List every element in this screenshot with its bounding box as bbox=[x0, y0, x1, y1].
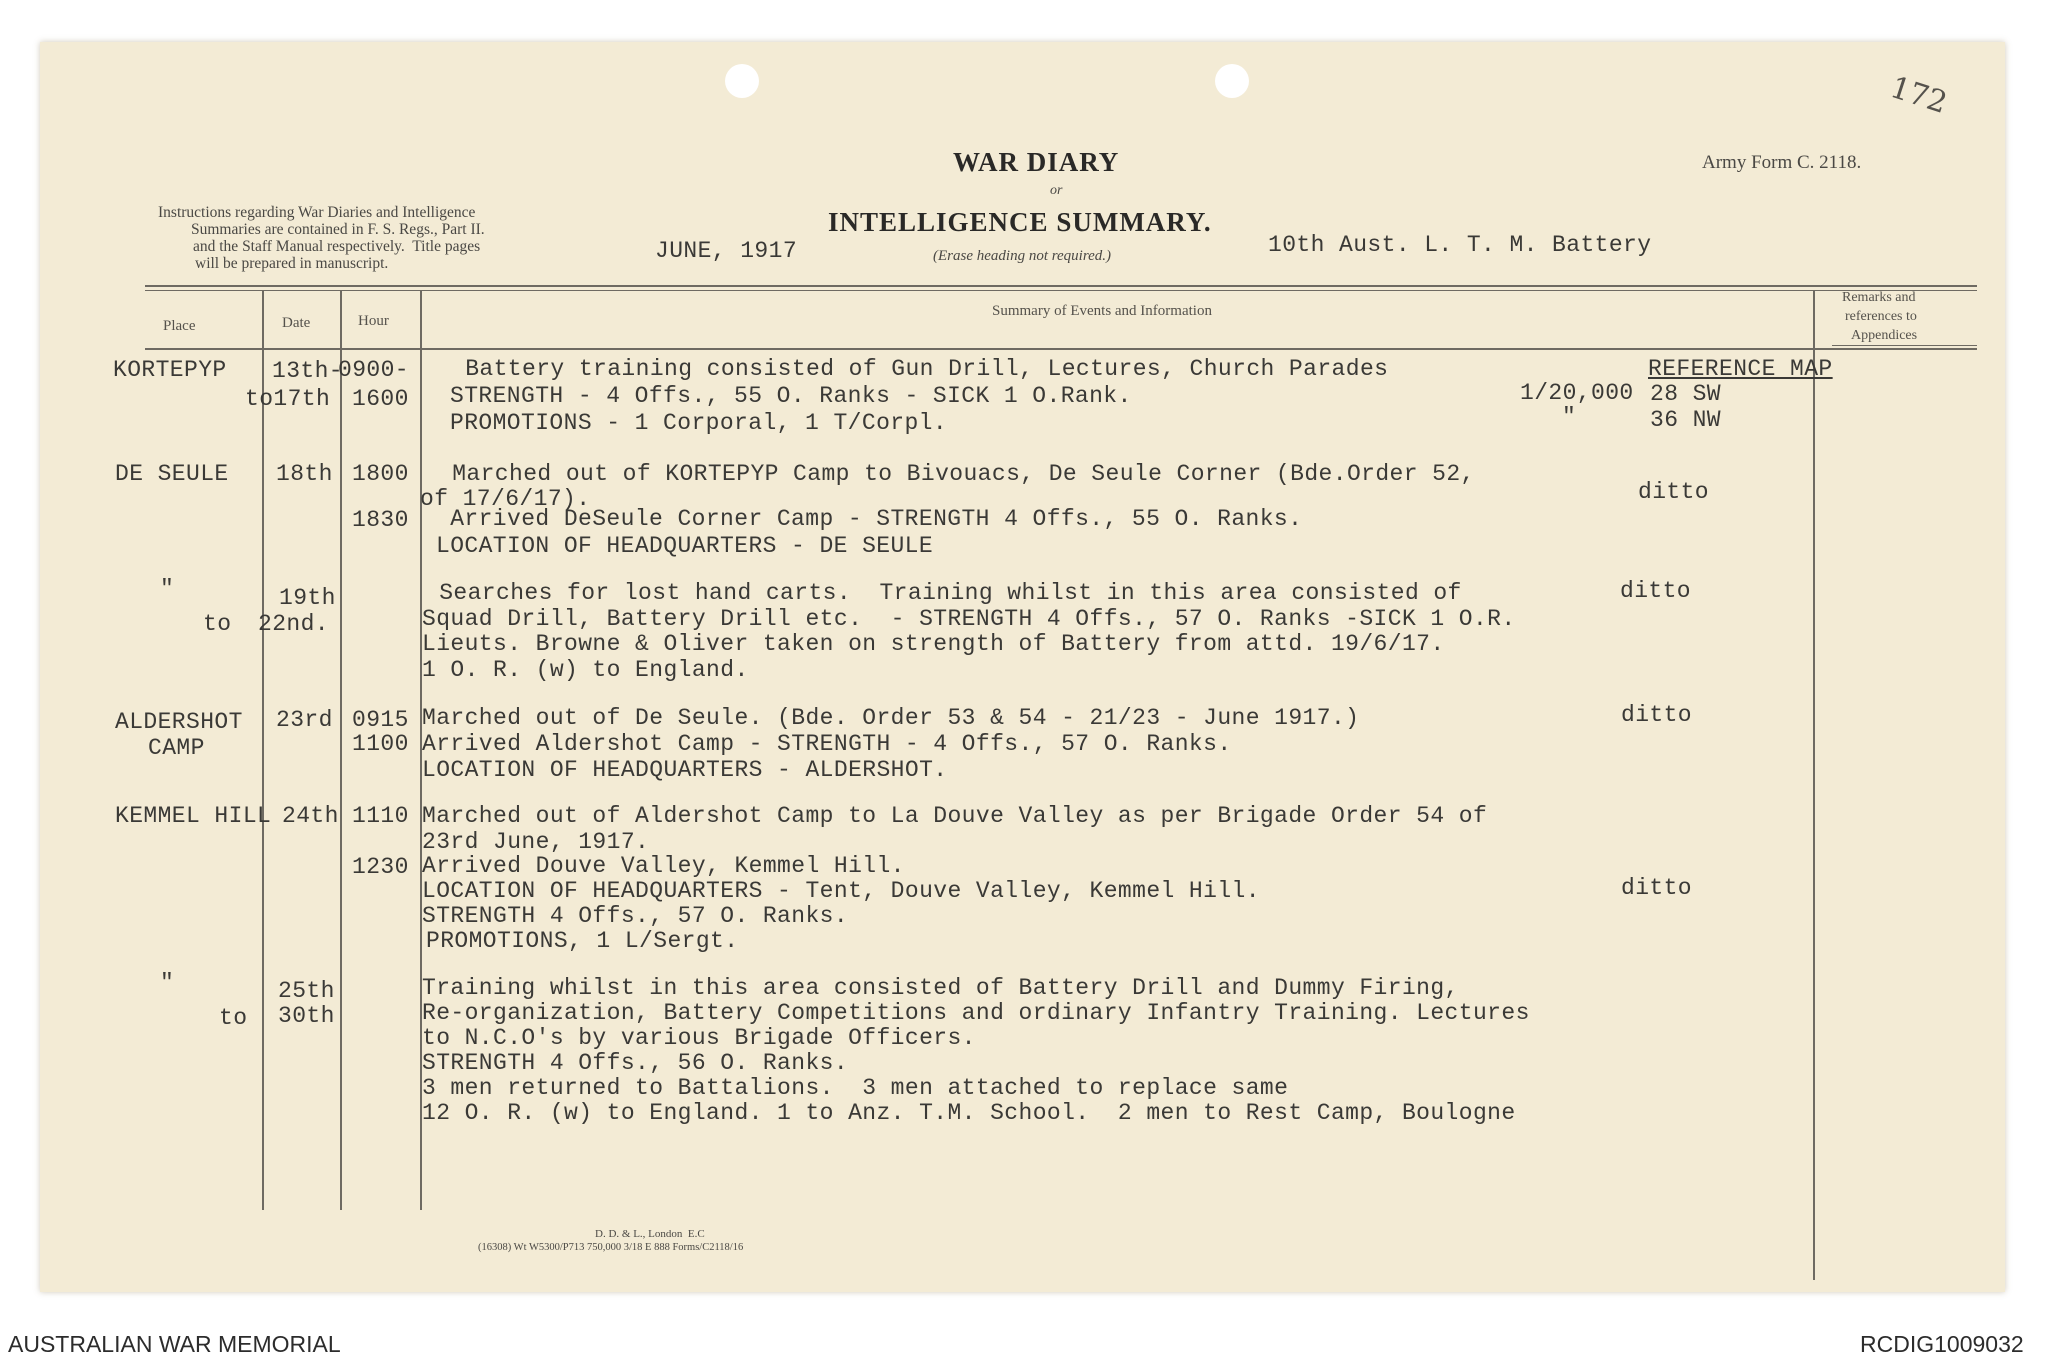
entry-line: Training whilst in this area consisted of Battery Drill and Dummy Firing, bbox=[422, 975, 1459, 1001]
entry-place-to: to bbox=[219, 1005, 248, 1031]
entry-date: 24th bbox=[282, 803, 339, 829]
header-rule bbox=[145, 285, 1977, 287]
entry-place-ditto: " bbox=[160, 576, 175, 602]
instructions-line-1: Instructions regarding War Diaries and Intelligence bbox=[158, 204, 476, 221]
column-divider bbox=[340, 290, 342, 1210]
entry-line: Squad Drill, Battery Drill etc. - STRENGTH 4 Offs., 57 O. Ranks -SICK 1 O.R. bbox=[422, 606, 1516, 632]
entry-date: 30th bbox=[278, 1003, 335, 1029]
remarks-text: ditto bbox=[1621, 875, 1693, 901]
remarks-rule bbox=[1832, 345, 1977, 346]
entry-date: 22nd. bbox=[258, 611, 330, 637]
remarks-text: 36 NW bbox=[1650, 407, 1722, 433]
entry-date: 25th bbox=[278, 978, 335, 1004]
instructions-line-4: will be prepared in manuscript. bbox=[195, 255, 389, 272]
remarks-text: ditto bbox=[1638, 479, 1710, 505]
title-war-diary: WAR DIARY bbox=[953, 147, 1120, 177]
entry-line: Marched out of KORTEPYP Camp to Bivouacs, De Seule Corner (Bde.Order 52, bbox=[438, 461, 1475, 487]
entry-hour: 1800 bbox=[352, 461, 409, 487]
remarks-text: 28 SW bbox=[1650, 381, 1722, 407]
column-divider bbox=[1813, 290, 1815, 1280]
punch-hole bbox=[1215, 64, 1249, 98]
unit-name: 10th Aust. L. T. M. Battery bbox=[1268, 232, 1652, 258]
entry-line: Battery training consisted of Gun Drill, Lectures, Church Parades bbox=[451, 356, 1389, 382]
punch-hole bbox=[725, 64, 759, 98]
entry-line: LOCATION OF HEADQUARTERS - Tent, Douve Valley, Kemmel Hill. bbox=[422, 878, 1260, 904]
erase-note: (Erase heading not required.) bbox=[933, 248, 1112, 264]
entry-line: Marched out of De Seule. (Bde. Order 53 & 54 - 21/23 - June 1917.) bbox=[422, 705, 1360, 731]
entry-line: LOCATION OF HEADQUARTERS - DE SEULE bbox=[436, 533, 934, 559]
entry-hour: 1230 bbox=[352, 854, 409, 880]
entry-hour: 0915 bbox=[352, 707, 409, 733]
entry-place: KORTEPYP bbox=[113, 357, 227, 383]
entry-date: 23rd bbox=[276, 707, 333, 733]
entry-date: 19th bbox=[279, 585, 336, 611]
entry-hour: 1600 bbox=[352, 386, 409, 412]
title-intelligence-summary: INTELLIGENCE SUMMARY. bbox=[828, 207, 1212, 237]
page-number: 172 bbox=[1885, 70, 1952, 121]
archive-id: RCDIG1009032 bbox=[1860, 1331, 2024, 1357]
column-header-remarks-1: Remarks and bbox=[1842, 290, 1916, 305]
column-divider bbox=[262, 290, 264, 1210]
entry-place: CAMP bbox=[148, 735, 205, 761]
entry-line: Re-organization, Battery Competitions and ordinary Infantry Training. Lectures bbox=[422, 1000, 1530, 1026]
instructions-line-2: Summaries are contained in F. S. Regs., Part II. bbox=[191, 221, 485, 238]
entry-line: PROMOTIONS - 1 Corporal, 1 T/Corpl. bbox=[450, 410, 948, 436]
entry-line: Lieuts. Browne & Oliver taken on strength of Battery from attd. 19/6/17. bbox=[422, 631, 1445, 657]
column-header-remarks-3: Appendices bbox=[1851, 328, 1918, 343]
printer-imprint-2: (16308) Wt W5300/P713 750,000 3/18 E 888 Forms/C2118/16 bbox=[478, 1242, 744, 1253]
remarks-text: ditto bbox=[1620, 578, 1692, 604]
entry-place: ALDERSHOT bbox=[115, 709, 243, 735]
entry-line: PROMOTIONS, 1 L/Sergt. bbox=[426, 928, 739, 954]
entry-date: to17th bbox=[245, 386, 331, 412]
entry-line: 12 O. R. (w) to England. 1 to Anz. T.M. School. 2 men to Rest Camp, Boulogne bbox=[422, 1100, 1516, 1126]
entry-date: 18th bbox=[276, 461, 333, 487]
entry-line: to N.C.O's by various Brigade Officers. bbox=[422, 1025, 976, 1051]
entry-line: STRENGTH 4 Offs., 57 O. Ranks. bbox=[422, 903, 849, 929]
entry-place-ditto: " bbox=[160, 970, 175, 996]
remarks-text: ditto bbox=[1621, 702, 1693, 728]
entry-line: 3 men returned to Battalions. 3 men attached to replace same bbox=[422, 1075, 1289, 1101]
entry-hour: 0900- bbox=[338, 357, 410, 383]
diary-month: JUNE, 1917 bbox=[655, 238, 798, 264]
entry-line: Searches for lost hand carts. Training whilst in this area consisted of bbox=[425, 580, 1462, 606]
entry-line: Marched out of Aldershot Camp to La Douve Valley as per Brigade Order 54 of bbox=[422, 803, 1488, 829]
entry-line: STRENGTH - 4 Offs., 55 O. Ranks - SICK 1 O.Rank. bbox=[450, 383, 1132, 409]
column-header-remarks-2: references to bbox=[1845, 309, 1917, 324]
entry-line: Arrived DeSeule Corner Camp - STRENGTH 4 Offs., 55 O. Ranks. bbox=[436, 506, 1303, 532]
column-header-hour: Hour bbox=[358, 313, 389, 329]
entry-place-to: to bbox=[203, 611, 232, 637]
instructions-line-3: and the Staff Manual respectively. Title pages bbox=[193, 238, 481, 255]
column-header-place: Place bbox=[163, 318, 196, 334]
entry-line: of 17/6/17). bbox=[420, 486, 591, 512]
army-form-label: Army Form C. 2118. bbox=[1702, 152, 1862, 173]
entry-hour: 1830 bbox=[352, 507, 409, 533]
column-header-summary: Summary of Events and Information bbox=[992, 303, 1212, 319]
printer-imprint-1: D. D. & L., London E.C bbox=[595, 1228, 705, 1240]
entry-line: STRENGTH 4 Offs., 56 O. Ranks. bbox=[422, 1050, 849, 1076]
entry-line: 23rd June, 1917. bbox=[422, 829, 650, 855]
entry-place: DE SEULE bbox=[115, 461, 229, 487]
entry-place: KEMMEL HILL bbox=[115, 803, 272, 829]
title-or: or bbox=[1050, 183, 1063, 198]
entry-date: 13th- bbox=[272, 358, 344, 384]
entry-line: LOCATION OF HEADQUARTERS - ALDERSHOT. bbox=[422, 757, 948, 783]
archive-label: AUSTRALIAN WAR MEMORIAL bbox=[8, 1331, 341, 1357]
entry-hour: 1110 bbox=[352, 803, 409, 829]
column-header-date: Date bbox=[282, 315, 311, 331]
entry-line: 1 O. R. (w) to England. bbox=[422, 657, 749, 683]
entry-hour: 1100 bbox=[352, 731, 409, 757]
entry-line: Arrived Aldershot Camp - STRENGTH - 4 Offs., 57 O. Ranks. bbox=[422, 731, 1232, 757]
map-ditto-mark: " bbox=[1562, 404, 1577, 430]
remarks-text: REFERENCE MAP bbox=[1648, 356, 1833, 382]
entry-line: Arrived Douve Valley, Kemmel Hill. bbox=[422, 853, 905, 879]
map-scale: 1/20,000 bbox=[1520, 380, 1634, 406]
